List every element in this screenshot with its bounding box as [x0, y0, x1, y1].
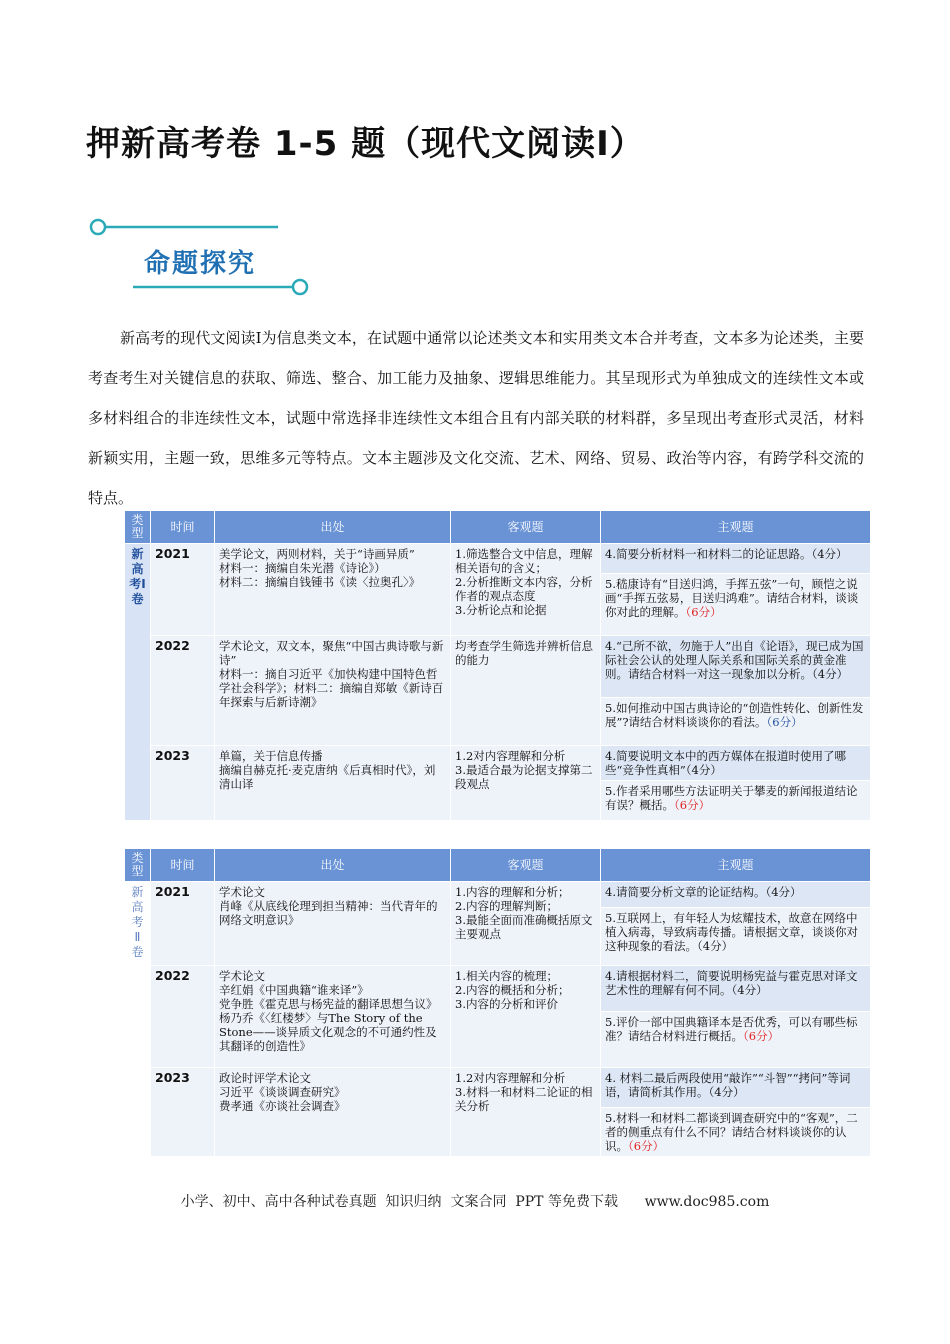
- header-type: 类型: [125, 849, 151, 882]
- exam-table-1: [124, 510, 871, 821]
- header-type: 类型: [125, 511, 151, 544]
- exam-table-2: [124, 848, 871, 1157]
- subjective-q5: [601, 698, 871, 746]
- year-cell: 2021: [151, 882, 215, 966]
- year-cell: 2023: [151, 1068, 215, 1157]
- header-objective: 客观题: [451, 511, 601, 544]
- question-text: 5.材料一和材料二都谈到调查研究中的“客观”，二者的侧重点有什么不同？请结合材料谈谈你的认识。: [605, 1111, 858, 1153]
- subjective-q5: 5.互联网上，有年轻人为炫耀技术，故意在网络中植入病毒，导致病毒传播。请根据文章，谈谈你对这种现象的看法。（4分）: [601, 908, 871, 966]
- points-label: （6分）: [685, 605, 722, 619]
- table-header-row: [125, 511, 871, 544]
- banner-label: 命题探究: [144, 249, 257, 279]
- source-cell: 学术论文 肖峰《从底线伦理到担当精神：当代青年的网络文明意识》: [215, 882, 451, 966]
- points-label: （6分）: [766, 715, 803, 729]
- question-text: 5.作者采用哪些方法证明关于攀麦的新闻报道结论有误？概括。: [605, 784, 858, 812]
- table-row: [125, 746, 871, 781]
- paper-type-label: 新高考Ⅱ卷: [125, 882, 151, 1157]
- question-text: 5.如何推动中国古典诗论的“创造性转化、创新性发展”?请结合材料谈谈你的看法。: [605, 701, 864, 729]
- subjective-q4: 4.“己所不欲，勿施于人”出自《论语》，现已成为国际社会公认的处理人际关系和国际关系的黄金准则。请结合材料一对这一现象加以分析。（4分）: [601, 636, 871, 698]
- source-cell: 政论时评学术论文 习近平《谈谈调查研究》 费孝通《亦谈社会调查》: [215, 1068, 451, 1157]
- header-subjective: 主观题: [601, 849, 871, 882]
- intro-paragraph: 新高考的现代文阅读Ⅰ为信息类文本，在试题中通常以论述类文本和实用类文本合并考查，文本多为论述类，主要考查考生对关键信息的获取、筛选、整合、加工能力及抽象、逻辑思维能力。其呈现形式为单独成文的连续性文本或多材料组合的非连续性文本，试题中常选择非连续性文本组合且有内部关联的材料群，多呈现出考查形式灵活，材料新颖实用，主题一致，思维多元等特点。文本主题涉及文化交流、艺术、网络、贸易、政治等内容，有跨学科交流的特点。: [88, 329, 864, 507]
- header-subjective: 主观题: [601, 511, 871, 544]
- header-year: 时间: [151, 849, 215, 882]
- subjective-q5: [601, 781, 871, 821]
- subjective-q4: 4.简要分析材料一和材料二的论证思路。（4分）: [601, 544, 871, 574]
- question-text: 5.嵇康诗有“目送归鸿，手挥五弦”一句，顾恺之说画“手挥五弦易，目送归鸿难”。请结合材料，谈谈你对此的理解。: [605, 577, 859, 619]
- objective-cell: 1.2对内容理解和分析 3.材料一和材料二论证的相关分析: [451, 1068, 601, 1157]
- table-row: [125, 544, 871, 574]
- subjective-q5: [601, 1108, 871, 1157]
- objective-cell: 均考查学生筛选并辨析信息的能力: [451, 636, 601, 746]
- objective-cell: 1.2对内容理解和分析 3.最适合最为论据支撑第二段观点: [451, 746, 601, 821]
- source-cell: 学术论文 辛红娟《中国典籍“谁来译”》 党争胜《霍克思与杨宪益的翻译思想刍议》 杨乃乔《〈红楼梦〉与The Story of the Stone——谈异质文化观念的不可通约性及其翻译的创造性》: [215, 966, 451, 1068]
- subjective-q4: 4.简要说明文本中的西方媒体在报道时使用了哪些“竞争性真相”（4分）: [601, 746, 871, 781]
- subjective-q5: [601, 1012, 871, 1068]
- objective-cell: 1.相关内容的梳理； 2.内容的概括和分析； 3.内容的分析和评价: [451, 966, 601, 1068]
- question-text: 5.评价一部中国典籍译本是否优秀，可以有哪些标准？请结合材料进行概括。: [605, 1015, 858, 1043]
- year-cell: 2022: [151, 966, 215, 1068]
- table-row: [125, 636, 871, 698]
- objective-cell: 1.内容的理解和分析； 2.内容的理解判断； 3.最能全面而准确概括原文主要观点: [451, 882, 601, 966]
- table-header-row: [125, 849, 871, 882]
- subjective-q5: [601, 574, 871, 636]
- page-footer: 小学、初中、高中各种试卷真题 知识归纳 文案合同 PPT 等免费下载 www.doc985.com: [180, 1194, 770, 1210]
- subjective-q4: 4.请根据材料二，简要说明杨宪益与霍克思对译文艺术性的理解有何不同。（4分）: [601, 966, 871, 1012]
- year-cell: 2021: [151, 544, 215, 636]
- year-cell: 2022: [151, 636, 215, 746]
- section-banner: [88, 205, 328, 305]
- subjective-q4: 4.请简要分析文章的论证结构。（4分）: [601, 882, 871, 908]
- points-label: （6分）: [743, 1029, 780, 1043]
- points-label: （6分）: [628, 1139, 665, 1153]
- source-cell: 学术论文，双文本，聚焦“中国古典诗歌与新诗” 材料一：摘自习近平《加快构建中国特色哲学社会科学》；材料二：摘编自郑敏《新诗百年探索与后新诗潮》: [215, 636, 451, 746]
- table-row: [125, 966, 871, 1012]
- paper-type-label: 新高考Ⅰ卷: [125, 544, 151, 821]
- source-cell: 美学论文，两则材料，关于“诗画异质” 材料一：摘编自朱光潜《诗论》） 材料二：摘编自钱锺书《读〈拉奥孔〉》: [215, 544, 451, 636]
- source-cell: 单篇，关于信息传播 摘编自赫克托·麦克唐纳《后真相时代》，刘清山译: [215, 746, 451, 821]
- table-row: [125, 1068, 871, 1108]
- header-source: 出处: [215, 511, 451, 544]
- year-cell: 2023: [151, 746, 215, 821]
- header-objective: 客观题: [451, 849, 601, 882]
- header-year: 时间: [151, 511, 215, 544]
- objective-cell: 1.筛选整合文中信息，理解相关语句的含义； 2.分析推断文本内容，分析作者的观点态度 3.分析论点和论据: [451, 544, 601, 636]
- header-source: 出处: [215, 849, 451, 882]
- points-label: （6分）: [674, 798, 711, 812]
- table-row: [125, 882, 871, 908]
- page-title: 押新高考卷 1-5 题（现代文阅读Ⅰ）: [86, 124, 645, 164]
- subjective-q4: 4. 材料二最后两段使用“敲诈”“斗智”“拷问”等词语，请简析其作用。（4分）: [601, 1068, 871, 1108]
